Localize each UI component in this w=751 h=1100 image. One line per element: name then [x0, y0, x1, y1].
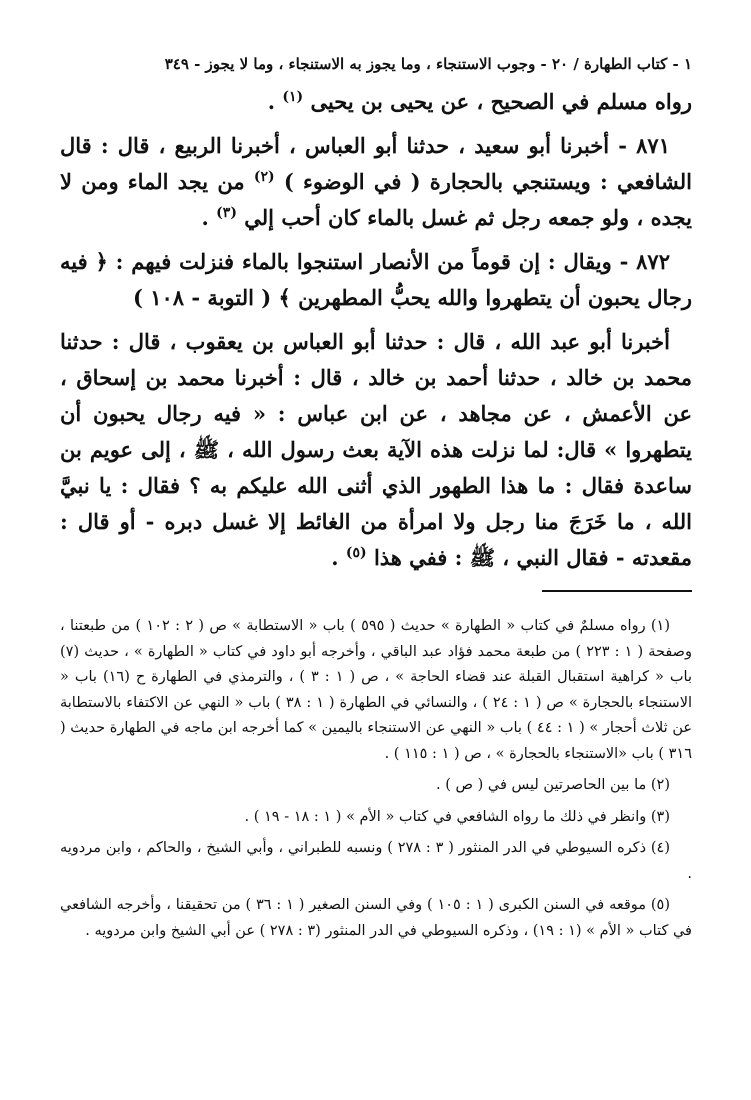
- footnote-ref-1: (١): [282, 89, 304, 105]
- footnote-separator: [542, 590, 692, 592]
- footnote-3: (٣) وانظر في ذلك ما رواه الشافعي في كتاب « الأم » ( ١ : ١٨ - ١٩ ) .: [244, 808, 670, 825]
- paragraph-1: [60, 84, 692, 120]
- footnote-ref-2: (٢): [253, 169, 275, 185]
- footnote-ref-5: (٥): [345, 545, 367, 561]
- footnote-2: (٢) ما بين الحاصرتين ليس في ( ص ) .: [436, 777, 670, 793]
- paragraph-1-text: رواه مسلم في الصحيح ، عن يحيى بن يحيى: [310, 89, 692, 114]
- footnote-ref-3: (٣): [216, 205, 237, 221]
- paragraph-hadith-text: أخبرنا أبو عبد الله ، قال : حدثنا أبو العباس بن يعقوب ، قال : حدثنا محمد بن خالد ، حدثنا أحمد بن خالد ، قال : أخبرنا محمد بن إسحاق ، عن الأعمش ، عن مجاهد ، عن ابن عباس : « فيه رجال يحبون أن يتطهروا » قال: لما نزلت هذه الآية بعث رسول الله ، ﷺ ، إلى عويم بن ساعدة فقال : ما هذا الطهور الذي أثنى الله عليكم به ؟ فقال : يا نبيَّ الله ، ما خَرَجَ منا رجل ولا امرأة من الغائط إلا غسل دبره - أو قال : مقعدته - فقال النبي ، ﷺ : ففي هذا: [60, 329, 692, 570]
- paragraph-871-end: .: [201, 205, 209, 230]
- footnote-4: (٤) ذكره السيوطي في الدر المنثور ( ٣ : ٢٧٨ ) ونسبه للطبراني ، وأبي الشيخ ، والحاكم ، وابن مردويه .: [60, 840, 692, 882]
- paragraph-1-end: .: [267, 89, 276, 114]
- paragraph-871: [60, 128, 692, 236]
- paragraph-hadith-end: .: [331, 545, 339, 570]
- paragraph-871-part-b: من يجد الماء ومن لا يجده ، ولو جمعه رجل ثم غسل بالماء كان أحب إلي: [60, 169, 692, 230]
- main-text: [60, 84, 692, 576]
- paragraph-872: ٨٧٢ - ويقال : إن قوماً من الأنصار استنجوا بالماء فنزلت فيهم : ﴿ فيه رجال يحبون أن يتطهروا والله يحبُّ المطهرين ﴾ ( التوبة - ١٠٨ ): [60, 249, 692, 310]
- footnote-1: (١) رواه مسلمٌ في كتاب « الطهارة » حديث ( ٥٩٥ ) باب « الاستطابة » ص ( ٢ : ١٠٢ ) من طبعتنا ، وصفحة ( ١ : ٢٢٣ ) من طبعة محمد فؤاد عبد الباقي ، وأخرجه أبو داود في كتاب « الطهارة » ، حديث (٧) باب « كراهية استقبال القبلة عند قضاء الحاجة » ، ص ( ١ : ٣ ) ، والترمذي في الطهارة ح (١٦) باب « الاستنجاء بالحجارة » ص ( ١ : ٢٤ ) ، والنسائي في الطهارة ( ١ : ٣٨ ) باب « النهي عن الاكتفاء بالاستطابة عن ثلاث أحجار » ( ١ : ٤٤ ) باب « النهي عن الاستنجاء باليمين » كما أخرجه ابن ماجه في الطهارة حديث ( ٣١٦ ) باب «الاستنجاء بالحجارة » ، ص ( ١ : ١١٥ ) .: [60, 618, 693, 762]
- running-header: ١ - كتاب الطهارة / ٢٠ - وجوب الاستنجاء ، وما يجوز به الاستنجاء ، وما لا يجوز - ٣٤٩: [164, 55, 692, 73]
- paragraph-871-part-a: ٨٧١ - أخبرنا أبو سعيد ، حدثنا أبو العباس ، أخبرنا الربيع ، قال : قال الشافعي : ويستنجي بالحجارة ( في الوضوء ): [60, 133, 693, 194]
- footnotes: [60, 614, 692, 944]
- book-page: [60, 52, 692, 950]
- paragraph-hadith: [60, 324, 692, 576]
- footnote-5: (٥) موقعه في السنن الكبرى ( ١ : ١٠٥ ) وفي السنن الصغير ( ١ : ٣٦ ) من تحقيقنا ، وأخرجه الشافعي في كتاب « الأم » (١ : ١٩) ، وذكره السيوطي في الدر المنثور (٣ : ٢٧٨ ) عن أبي الشيخ وابن مردويه .: [60, 897, 692, 939]
